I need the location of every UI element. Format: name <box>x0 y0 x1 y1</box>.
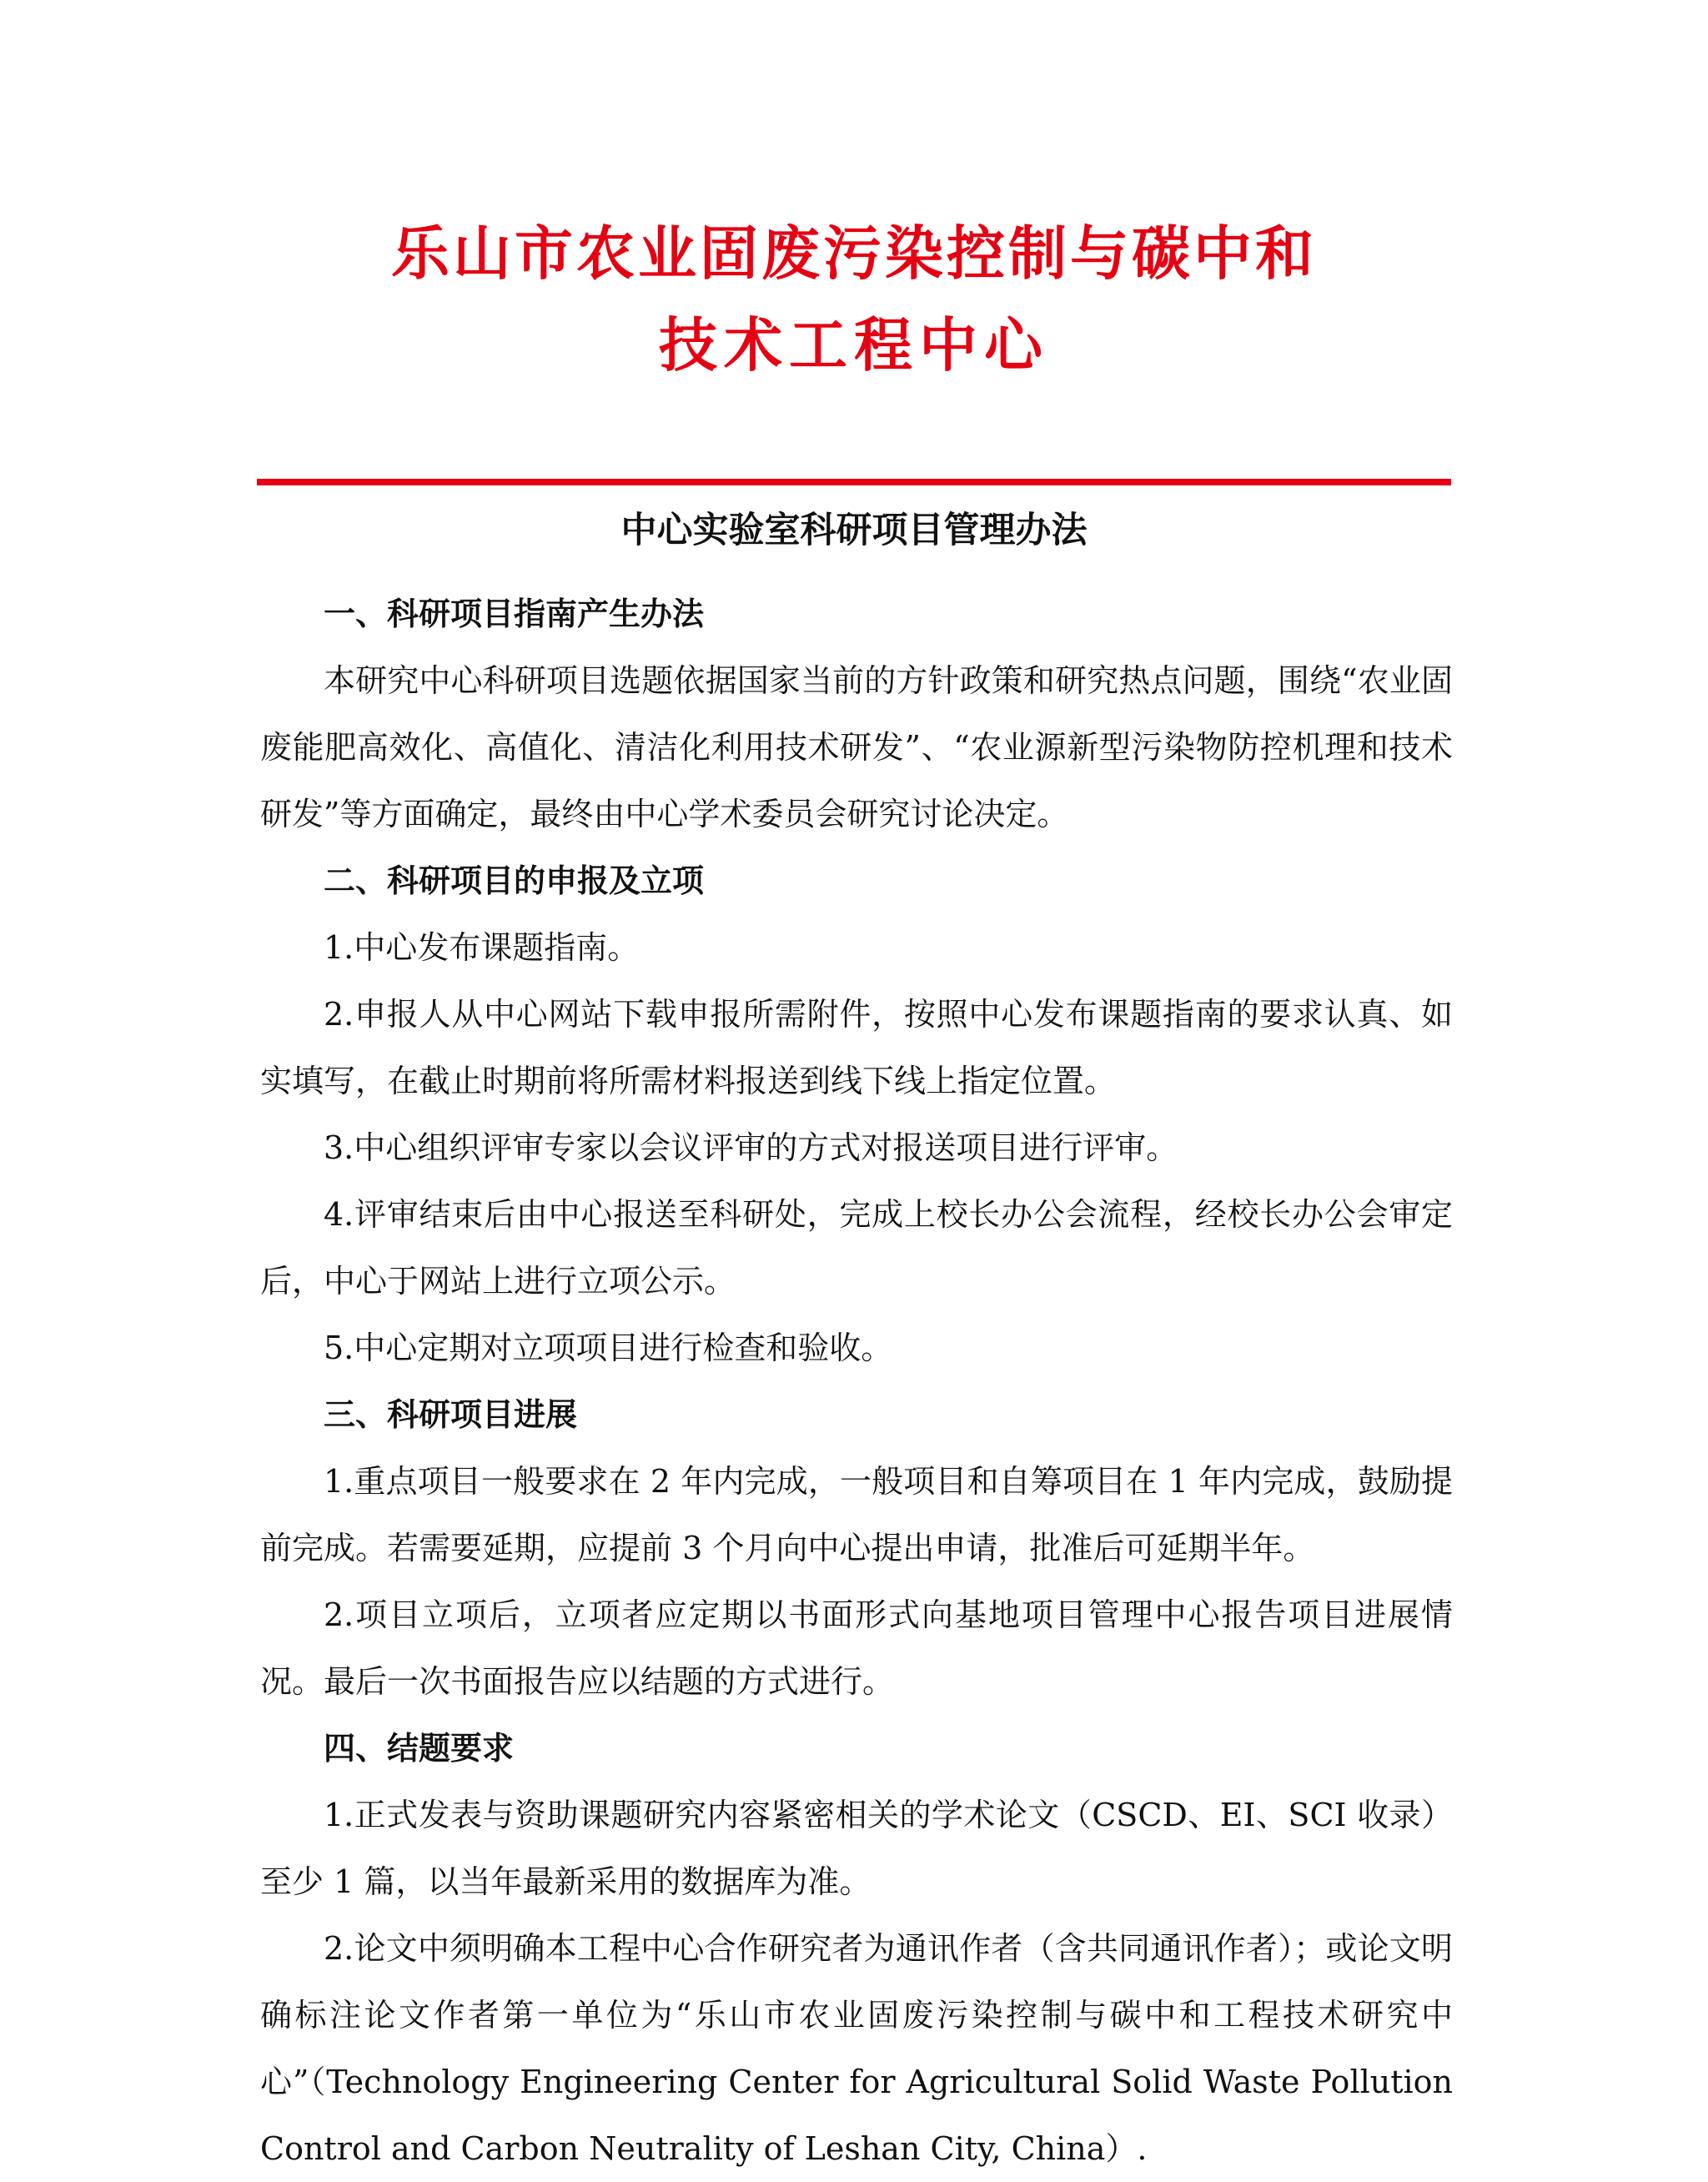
paragraph: 2.申报人从中心网站下载申报所需附件，按照中心发布课题指南的要求认真、如实填写，在截止时期前将所需材料报送到线下线上指定位置。 <box>260 996 1453 1099</box>
paragraph: 4.评审结束后由中心报送至科研处，完成上校长办公会流程，经校长办公会审定后，中心于网站上进行立项公示。 <box>260 1196 1453 1300</box>
paragraph: 2.项目立项后，立项者应定期以书面形式向基地项目管理中心报告项目进展情况。最后一次书面报告应以结题的方式进行。 <box>260 1596 1453 1700</box>
paragraph: 2.论文中须明确本工程中心合作研究者为通讯作者（含共同通讯作者）；或论文明确标注论文作者第一单位为“乐山市农业固废污染控制与碳中和工程技术研究中心”（Technology Engineering Center for Agricultural Solid Waste Pollution Control and Carbon Neutrality of Leshan City, China）. <box>260 1930 1453 2167</box>
document-title: 中心实验室科研项目管理办法 <box>620 510 1088 551</box>
header-divider <box>257 479 1451 485</box>
section-heading: 二、科研项目的申报及立项 <box>324 862 705 899</box>
section-heading: 四、结题要求 <box>324 1729 515 1767</box>
paragraph: 3.中心组织评审专家以会议评审的方式对报送项目进行评审。 <box>324 1129 1178 1166</box>
section-heading: 三、科研项目进展 <box>324 1395 578 1433</box>
paragraph: 1.正式发表与资助课题研究内容紧密相关的学术论文（CSCD、EI、SCI 收录）至少 1 篇，以当年最新采用的数据库为准。 <box>260 1797 1453 1900</box>
paragraph: 1.重点项目一般要求在 2 年内完成，一般项目和自筹项目在 1 年内完成，鼓励提前完成。若需要延期，应提前 3 个月向中心提出申请，批准后可延期半年。 <box>260 1463 1453 1566</box>
paragraph: 1.中心发布课题指南。 <box>324 929 640 966</box>
section-heading: 一、科研项目指南产生办法 <box>324 595 705 632</box>
paragraph: 5.中心定期对立项项目进行检查和验收。 <box>324 1330 893 1366</box>
header-title-line-2: 技术工程中心 <box>659 310 1049 380</box>
header-title-line-1: 乐山市农业固废污染控制与碳中和 <box>391 219 1317 288</box>
paragraph: 本研究中心科研项目选题依据国家当前的方针政策和研究热点问题，围绕“农业固废能肥高效化、高值化、清洁化利用技术研发”、“农业源新型污染物防控机理和技术研发”等方面确定，最终由中心学术委员会研究讨论决定。 <box>260 662 1453 832</box>
document-body <box>260 581 1453 2182</box>
